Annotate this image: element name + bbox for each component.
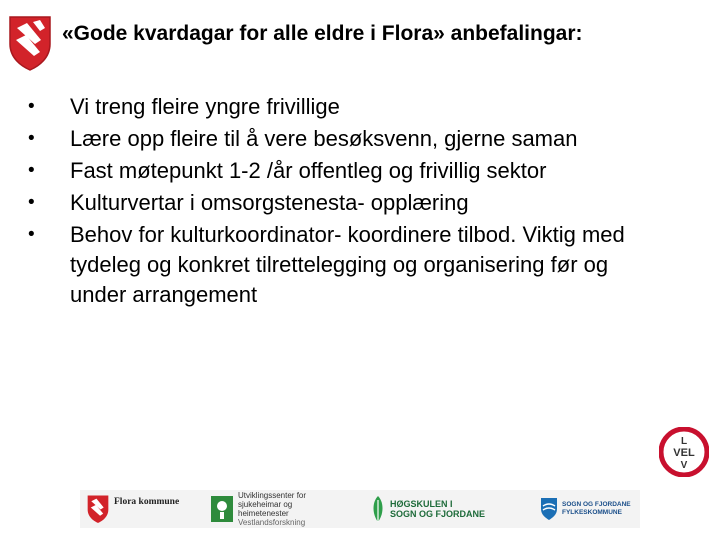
hvl-name-line1: HØGSKULEN I: [390, 499, 453, 509]
list-item: [28, 92, 668, 122]
sfj-name-line1: SOGN OG FJORDANE: [562, 501, 631, 508]
bullet-marker: •: [28, 96, 35, 117]
recommendation-list: [28, 92, 668, 312]
sfj-fylkeskommune-logo: [540, 493, 631, 525]
vel-letter-bottom: V: [680, 460, 688, 471]
vel-letter-top: L: [680, 436, 688, 447]
usht-sub: Vestlandsforskning: [238, 518, 306, 527]
usht-name: Utviklingssenter for sjukeheimar og heimetenester: [238, 491, 307, 518]
flora-kommune-name: Flora kommune: [114, 497, 180, 507]
hvl-name-line2: SOGN OG FJORDANE: [390, 509, 486, 519]
flora-crest-icon: [7, 14, 53, 72]
vel-letter-middle: VEL: [673, 447, 695, 459]
list-item: [28, 156, 668, 186]
slide-title: «Gode kvardagar for alle eldre i Flora» anbefalingar:: [62, 22, 583, 45]
list-item-text: Fast møtepunkt 1-2 /år offentleg og frivillig sektor: [70, 158, 547, 183]
partner-logos-footer: [80, 490, 640, 528]
flora-kommune-logo: [86, 493, 179, 525]
list-item-text: Kulturvertar i omsorgstenesta- opplæring: [70, 190, 469, 215]
vel-circle-logo: [659, 427, 709, 477]
list-item: [28, 188, 668, 218]
usht-logo: [210, 493, 328, 525]
list-item-text: Behov for kulturkoordinator- koordinere tilbod. Viktig med tydeleg og konkret tilrettelegging og organisering før og under arrangement: [70, 222, 625, 307]
flora-crest-icon: [86, 494, 110, 524]
bullet-marker: •: [28, 224, 35, 245]
list-item-text: Vi treng fleire yngre frivillige: [70, 94, 340, 119]
usht-logo-icon: [210, 495, 234, 523]
list-item-text: Lære opp fleire til å vere besøksvenn, gjerne saman: [70, 126, 578, 151]
sfj-name-line2: FYLKESKOMMUNE: [562, 509, 622, 516]
list-item: [28, 124, 668, 154]
sfj-crest-icon: [540, 497, 558, 521]
hogskulen-logo: [370, 493, 485, 525]
bullet-marker: •: [28, 192, 35, 213]
list-item: [28, 220, 668, 310]
bullet-marker: •: [28, 128, 35, 149]
hvl-leaf-icon: [370, 494, 386, 524]
bullet-marker: •: [28, 160, 35, 181]
